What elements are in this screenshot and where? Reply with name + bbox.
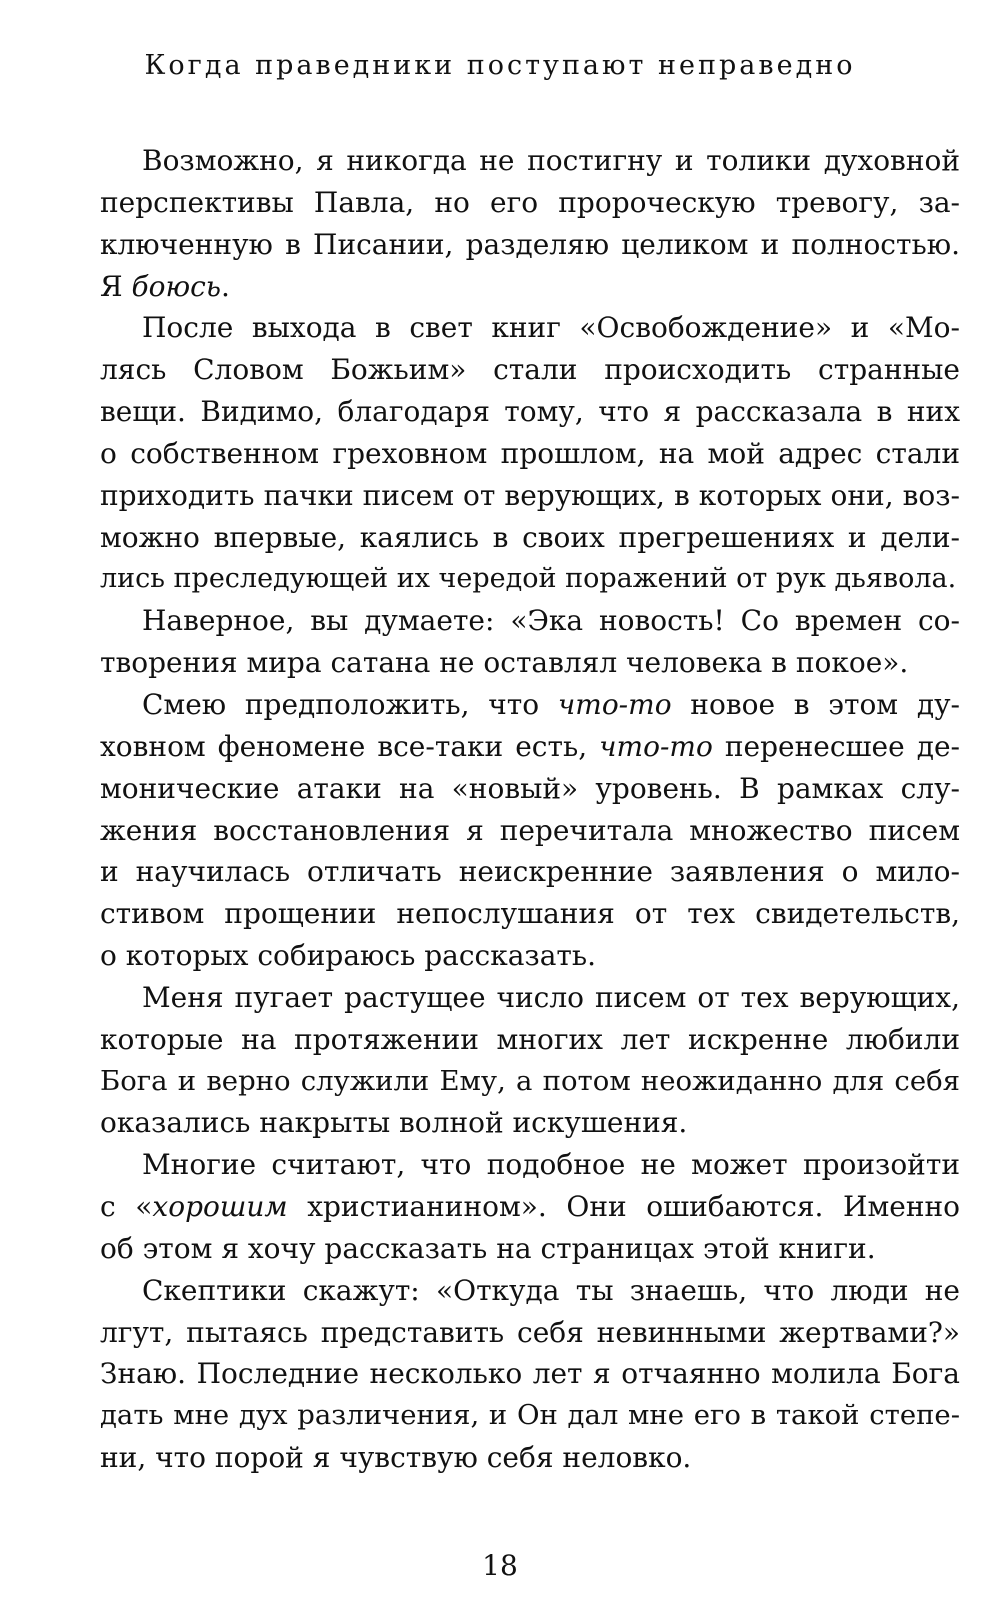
- running-head: Когда праведники поступают неправедно: [144, 50, 856, 81]
- text-segment: и научилась отличать неискренние заявления о мило-: [100, 855, 960, 889]
- text-segment: .: [221, 269, 230, 303]
- body-text: [100, 140, 960, 1479]
- text-line: [100, 558, 960, 600]
- text-line: [100, 349, 960, 391]
- italic-emphasis: что-то: [557, 687, 672, 721]
- text-segment: перенесшее де-: [712, 729, 960, 763]
- text-line: [100, 1270, 960, 1312]
- page-number: 18: [482, 1549, 518, 1582]
- text-line: [100, 517, 960, 559]
- text-segment: Скептики скажут: «Откуда ты знаешь, что люди не: [142, 1273, 960, 1307]
- text-segment: можно впервые, каялись в своих прегрешениях и дели-: [100, 520, 960, 554]
- text-line: [100, 1019, 960, 1061]
- text-line: [100, 642, 960, 684]
- italic-emphasis: боюсь: [131, 269, 222, 303]
- text-line: [100, 1395, 960, 1437]
- text-line: [100, 1437, 960, 1479]
- text-segment: об этом я хочу рассказать на страницах этой книги.: [100, 1231, 876, 1265]
- text-segment: о которых собираюсь рассказать.: [100, 939, 597, 973]
- text-line: [100, 433, 960, 475]
- text-line: [100, 1312, 960, 1354]
- text-segment: новое в этом ду-: [671, 687, 960, 721]
- text-segment: Я: [100, 269, 132, 303]
- text-line: [100, 1228, 960, 1270]
- italic-emphasis: что-то: [599, 729, 713, 763]
- text-line: [100, 977, 960, 1019]
- text-line: [100, 475, 960, 517]
- text-segment: о собственном греховном прошлом, на мой адрес стали: [100, 436, 960, 470]
- text-segment: стивом прощении непослушания от тех свидетельств,: [100, 897, 960, 931]
- text-segment: Смею предположить, что: [142, 687, 558, 721]
- text-segment: приходить пачки писем от верующих, в которых они, воз-: [100, 478, 960, 512]
- text-line: [100, 726, 960, 768]
- text-segment: оказались накрыты волной искушения.: [100, 1106, 688, 1140]
- text-segment: лгут, пытаясь представить себя невинными жертвами?»: [100, 1315, 960, 1349]
- text-line: [100, 224, 960, 266]
- text-segment: Наверное, вы думаете: «Эка новость! Со времен со-: [142, 604, 960, 638]
- text-line: [100, 684, 960, 726]
- text-line: [100, 1186, 960, 1228]
- text-segment: лясь Словом Божьим» стали происходить странные: [100, 353, 960, 387]
- text-segment: ни, что порой я чувствую себя неловко.: [100, 1441, 692, 1475]
- text-line: [100, 893, 960, 935]
- text-line: [100, 182, 960, 224]
- text-segment: вещи. Видимо, благодаря тому, что я рассказала в них: [100, 395, 960, 429]
- text-segment: монические атаки на «новый» уровень. В рамках слу-: [100, 771, 960, 805]
- text-segment: ховном феномене все-таки есть,: [100, 729, 600, 763]
- text-line: [100, 1102, 960, 1144]
- text-line: [100, 768, 960, 810]
- text-segment: Меня пугает растущее число писем от тех верующих,: [142, 980, 960, 1014]
- text-segment: которые на протяжении многих лет искренне любили: [100, 1022, 960, 1056]
- text-segment: с «: [100, 1190, 153, 1224]
- text-segment: ключенную в Писании, разделяю целиком и полностью.: [100, 227, 960, 261]
- text-segment: дать мне дух различения, и Он дал мне его в такой степе-: [100, 1399, 960, 1432]
- text-line: [100, 1144, 960, 1186]
- text-segment: Бога и верно служили Ему, а потом неожиданно для себя: [100, 1064, 960, 1097]
- text-segment: христианином». Они ошибаются. Именно: [287, 1190, 961, 1224]
- text-line: [100, 391, 960, 433]
- text-segment: лись преследующей их чередой поражений от рук дьявола.: [100, 563, 957, 595]
- text-segment: жения восстановления я перечитала множество писем: [100, 813, 960, 847]
- text-line: [100, 600, 960, 642]
- text-line: [100, 1353, 960, 1395]
- text-segment: Возможно, я никогда не постигну и толики духовной: [142, 144, 960, 177]
- text-segment: После выхода в свет книг «Освобождение» и «Мо-: [142, 311, 960, 345]
- text-segment: Многие считают, что подобное не может произойти: [142, 1148, 960, 1182]
- text-line: [100, 140, 960, 182]
- italic-emphasis: хорошим: [152, 1190, 288, 1224]
- text-line: [100, 1061, 960, 1103]
- text-segment: Знаю. Последние несколько лет я отчаянно молила Бога: [100, 1357, 960, 1391]
- text-segment: творения мира сатана не оставлял человека в покое».: [100, 646, 909, 680]
- text-line: [100, 935, 960, 977]
- text-line: [100, 266, 960, 308]
- text-segment: перспективы Павла, но его пророческую тревогу, за-: [100, 185, 960, 219]
- text-line: [100, 851, 960, 893]
- text-line: [100, 307, 960, 349]
- text-line: [100, 810, 960, 852]
